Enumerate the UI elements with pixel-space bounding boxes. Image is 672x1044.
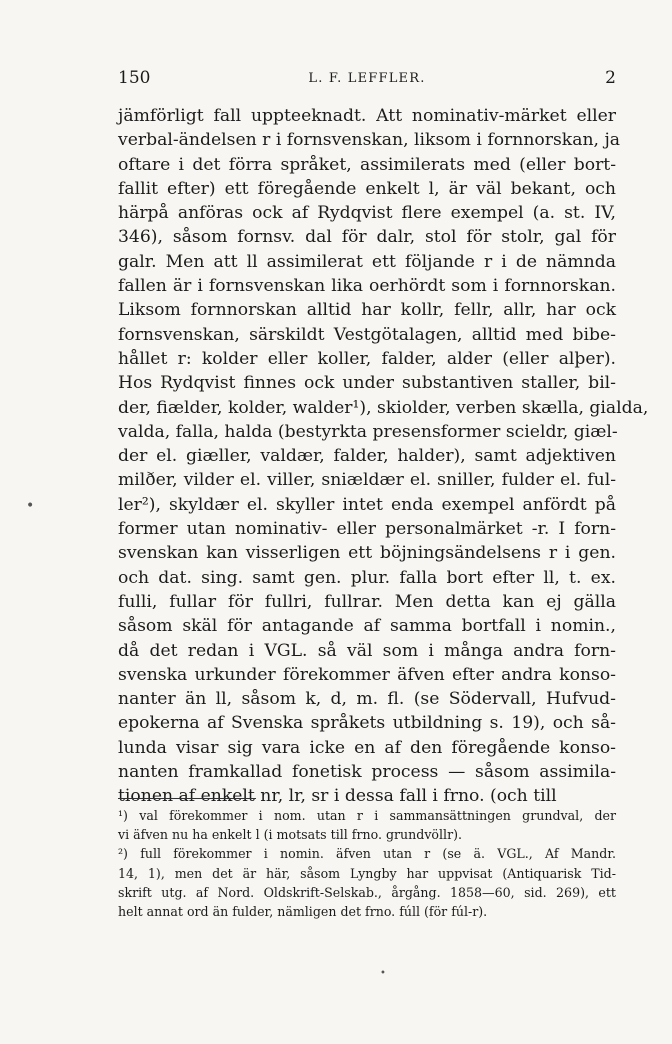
text-line: lunda visar sig vara icke en af den föregående konso- bbox=[118, 737, 616, 758]
scan-speck: • bbox=[380, 968, 386, 979]
text-line: verbal-ändelsen r i fornsvenskan, liksom i fornnorskan, ja bbox=[118, 130, 621, 151]
footnotes bbox=[118, 806, 616, 921]
scan-speck: • bbox=[26, 498, 35, 514]
text-line: hållet r: kolder eller koller, falder, alder (eller alþer). bbox=[118, 348, 616, 369]
text-line: fallen är i fornsvenskan lika oerhördt som i fornnorskan. bbox=[118, 276, 616, 297]
text-line: galr. Men att ll assimilerat ett följande r i de nämnda bbox=[118, 251, 616, 272]
text-line: oftare i det förra språket, assimilerats med (eller bort- bbox=[118, 154, 616, 175]
text-line: fallit efter) ett föregående enkelt l, är väl bekant, och bbox=[118, 178, 616, 199]
text-line: svenskan kan visserligen ett böjningsändelsens r i gen. bbox=[118, 543, 616, 564]
footnote-line: ¹) val förekommer i nom. utan r i sammansättningen grundval, der bbox=[118, 808, 616, 823]
footnote-line: skrift utg. af Nord. Oldskrift-Selskab., årgång. 1858—60, sid. 269), ett bbox=[118, 884, 616, 900]
running-title: L. F. LEFFLER. bbox=[308, 71, 426, 86]
text-line: epokerna af Svenska språkets utbildning s. 19), och så- bbox=[118, 713, 616, 734]
footnote-line: ²) full förekommer i nomin. äfven utan r (se ä. VGL., Af Mandr. bbox=[118, 846, 616, 862]
section-number: 2 bbox=[605, 68, 616, 88]
text-line: svenska urkunder förekommer äfven efter andra konso- bbox=[118, 664, 616, 685]
text-line: valda, falla, halda (bestyrkta presensformer scieldr, giæl- bbox=[118, 421, 618, 442]
text-line: former utan nominativ- eller personalmärket -r. I forn- bbox=[118, 519, 616, 540]
text-line: ler²), skyldær el. skyller intet enda exempel anfördt på bbox=[118, 494, 616, 515]
text-line: nanten framkallad fonetisk process — såsom assimila- bbox=[118, 762, 616, 783]
page-header bbox=[118, 68, 616, 92]
body-text bbox=[118, 104, 649, 809]
text-line: fulli, fullar för fullri, fullrar. Men detta kan ej gälla bbox=[118, 591, 616, 612]
text-line: milðer, vilder el. viller, sniældær el. sniller, fulder el. ful- bbox=[118, 470, 616, 491]
text-line: 346), såsom fornsv. dal för dalr, stol för stolr, gal för bbox=[118, 227, 616, 248]
text-line: Hos Rydqvist finnes ock under substantiven staller, bil- bbox=[118, 373, 616, 394]
text-line: der el. giæller, valdær, falder, halder), samt adjektiven bbox=[118, 446, 616, 467]
text-line: fornsvenskan, särskildt Vestgötalagen, alltid med bibe- bbox=[118, 324, 616, 345]
text-line: tionen af enkelt nr, lr, sr i dessa fall i frno. (och till bbox=[118, 786, 557, 807]
text-line: såsom skäl för antagande af samma bortfall i nomin., bbox=[118, 616, 616, 637]
footnote-line: 14, 1), men det är här, såsom Lyngby har uppvisat (Antiquarisk Tid- bbox=[118, 865, 616, 881]
footnote-separator bbox=[118, 798, 256, 799]
text-line: der, fiælder, kolder, walder¹), skiolder, verben skælla, gialda, bbox=[118, 397, 649, 418]
footnote-line: vi äfven nu ha enkelt l (i motsats till frno. grundvöllr). bbox=[118, 827, 463, 843]
text-line: Liksom fornnorskan alltid har kollr, fellr, allr, har ock bbox=[118, 300, 616, 321]
page-number: 150 bbox=[118, 68, 151, 88]
text-line: och dat. sing. samt gen. plur. falla bort efter ll, t. ex. bbox=[118, 567, 616, 588]
footnote-line: helt annat ord än fulder, nämligen det frno. fúll (för fúl-r). bbox=[118, 903, 488, 919]
text-line: jämförligt fall uppteeknadt. Att nominativ-märket eller bbox=[118, 106, 616, 126]
text-line: härpå anföras ock af Rydqvist flere exempel (a. st. IV, bbox=[118, 203, 616, 224]
text-line: nanter än ll, såsom k, d, m. fl. (se Södervall, Hufvud- bbox=[118, 689, 616, 710]
text-line: då det redan i VGL. så väl som i många andra forn- bbox=[118, 640, 616, 661]
